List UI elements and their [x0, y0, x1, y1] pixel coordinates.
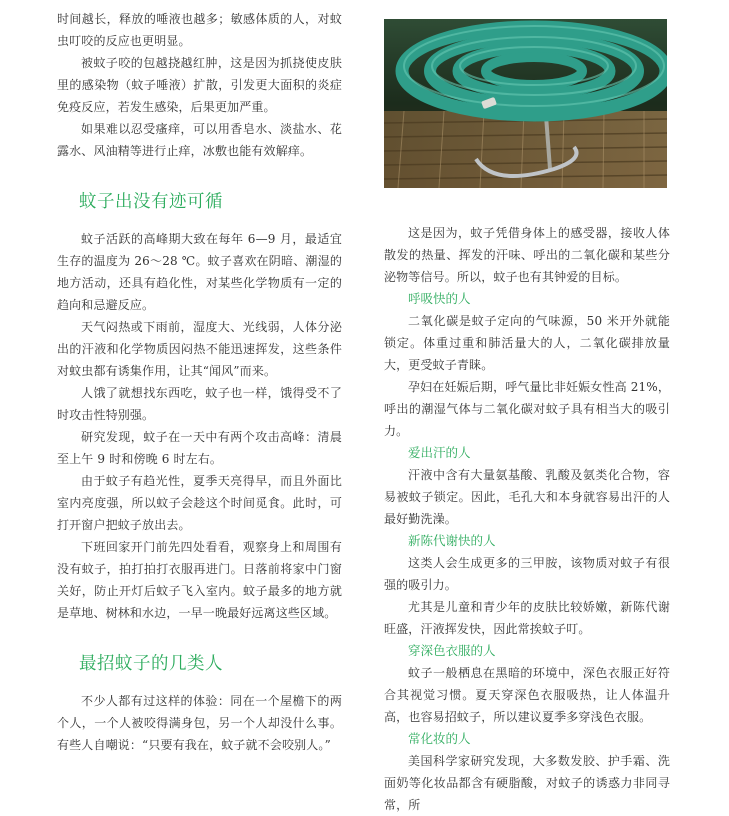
subheading-fast-breathing: 呼吸快的人: [408, 291, 471, 306]
subheading-fast-metabolism: 新陈代谢快的人: [408, 533, 496, 548]
paragraph: 美国科学家研究发现，大多数发胶、护手霜、洗面奶等化妆品都含有硬脂酸，对蚊子的诱惑力非同寻常，所: [384, 754, 670, 812]
paragraph: 尤其是儿童和青少年的皮肤比较娇嫩，新陈代谢旺盛，汗液挥发快，因此常挨蚊子叮。: [384, 600, 670, 636]
paragraph: 二氧化碳是蚊子定向的气味源，50 米开外就能锁定。体重过重和肺活量大的人，二氧化碳排放量大，更受蚊子青睐。: [384, 314, 670, 372]
paragraph: 蚊子一般栖息在黑暗的环境中，深色衣服正好符合其视觉习惯。夏天穿深色衣服吸热，让人体温升高，也容易招蚊子，所以建议夏季多穿浅色衣服。: [384, 666, 670, 724]
paragraph: 下班回家开门前先四处看看，观察身上和周围有没有蚊子，拍打拍打衣服再进门。日落前将家中门窗关好，防止开灯后蚊子飞入室内。蚊子最多的地方就是草地、树林和水边，一早一晚最好远离这些区域。: [57, 540, 342, 620]
paragraph: 这是因为，蚊子凭借身体上的感受器，接收人体散发的热量、挥发的汗味、呼出的二氧化碳和某些分泌物等信号。所以，蚊子也有其钟爱的目标。: [384, 226, 670, 284]
left-column: [57, 0, 342, 756]
paragraph: 汗液中含有大量氨基酸、乳酸及氨类化合物，容易被蚊子锁定。因此，毛孔大和本身就容易出汗的人最好勤洗澡。: [384, 468, 670, 526]
section-heading-mosquito-traces: 蚊子出没有迹可循: [79, 192, 223, 212]
right-column: [384, 0, 670, 816]
section-heading-attractive-people: 最招蚊子的几类人: [79, 654, 223, 674]
paragraph: 蚊子活跃的高峰期大致在每年 6—9 月，最适宜生存的温度为 26～28 ℃。蚊子喜欢在阴暗、潮湿的地方活动，还具有趋化性，对某些化学物质有一定的趋向和忌避反应。: [57, 232, 342, 312]
paragraph: 孕妇在妊娠后期，呼气量比非妊娠女性高 21%，呼出的潮湿气体与二氧化碳对蚊子具有相当大的吸引力。: [384, 380, 670, 438]
subheading-dark-clothes: 穿深色衣服的人: [408, 643, 496, 658]
paragraph: 不少人都有过这样的体验：同在一个屋檐下的两个人，一个人被咬得满身包，另一个人却没什么事。有些人自嘲说：“只要有我在，蚊子就不会咬别人。”: [57, 694, 342, 752]
paragraph: 由于蚊子有趋光性，夏季天亮得早，而且外面比室内亮度强，所以蚊子会趁这个时间觅食。此时，可打开窗户把蚊子放出去。: [57, 474, 342, 532]
paragraph: 研究发现，蚊子在一天中有两个攻击高峰：清晨至上午 9 时和傍晚 6 时左右。: [57, 430, 342, 466]
paragraph: 被蚊子咬的包越挠越红肿，这是因为抓挠使皮肤里的感染物（蚊子唾液）扩散，引发更大面积的炎症免疫反应，若发生感染，后果更加严重。: [57, 56, 342, 114]
paragraph: 人饿了就想找东西吃，蚊子也一样，饿得受不了时攻击性特别强。: [57, 386, 342, 422]
paragraph: 天气闷热或下雨前，湿度大、光线弱，人体分泌出的汗液和化学物质因闷热不能迅速挥发，这些条件对蚊虫都有诱集作用，让其“闻风”而来。: [57, 320, 342, 378]
paragraph: 时间越长，释放的唾液也越多；敏感体质的人，对蚊虫叮咬的反应也更明显。: [57, 12, 342, 48]
paragraph: 这类人会生成更多的三甲胺，该物质对蚊子有很强的吸引力。: [384, 556, 670, 592]
subheading-makeup: 常化妆的人: [408, 731, 471, 746]
subheading-sweating: 爱出汗的人: [408, 445, 471, 460]
paragraph: 如果难以忍受瘙痒，可以用香皂水、淡盐水、花露水、风油精等进行止痒，冰敷也能有效解痒。: [57, 122, 342, 158]
mosquito-coil-photo: [384, 19, 667, 188]
